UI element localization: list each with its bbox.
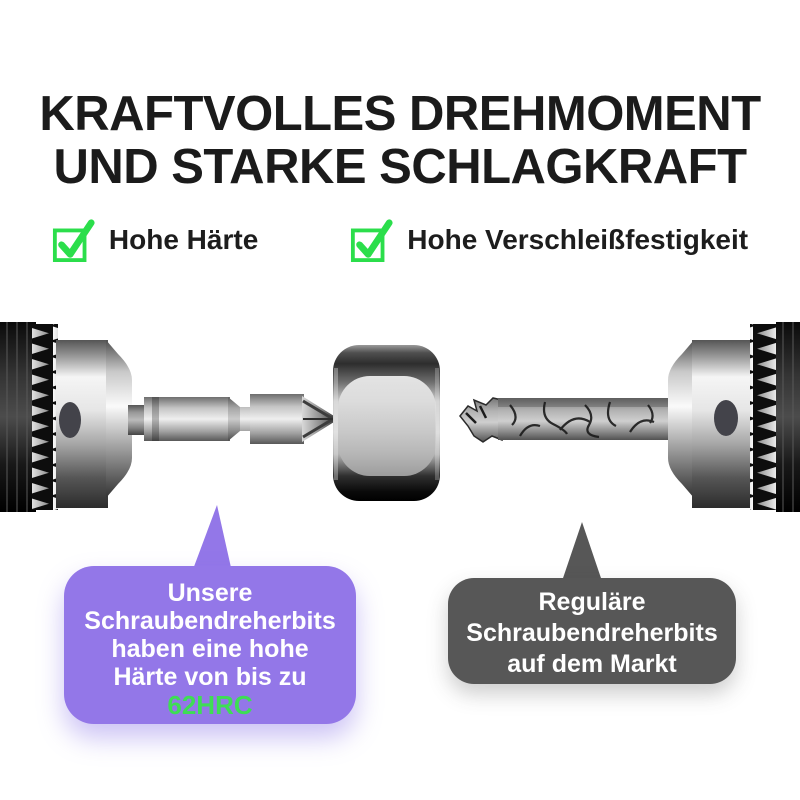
left-drill-chuck bbox=[0, 322, 132, 512]
chuck-gear-teeth bbox=[32, 324, 58, 510]
page-title bbox=[0, 88, 800, 194]
purple-bubble-tail bbox=[192, 505, 232, 572]
broken-tip bbox=[460, 398, 502, 442]
callout-line: haben eine hohe bbox=[111, 635, 309, 663]
green-checkbox-icon bbox=[52, 216, 96, 264]
page-title-line2: UND STARKE SCHLAGKRAFT bbox=[53, 140, 747, 194]
callout-line: auf dem Markt bbox=[507, 650, 677, 678]
hardness-value: 62HRC bbox=[167, 690, 253, 720]
green-checkbox-icon bbox=[350, 216, 394, 264]
callout-line: Reguläre bbox=[538, 588, 646, 616]
nut-front-face bbox=[338, 376, 436, 476]
page-title-line1: KRAFTVOLLES DREHMOMENT bbox=[39, 87, 761, 141]
feature-label: Hohe Verschleißfestigkeit bbox=[407, 224, 749, 255]
bit-head bbox=[250, 394, 304, 444]
gray-bubble-tail bbox=[561, 522, 603, 584]
bit-groove bbox=[152, 397, 159, 441]
chuck-key-hole bbox=[714, 400, 738, 436]
chuck-body bbox=[776, 322, 800, 512]
callout-line: Schraubendreherbits bbox=[84, 607, 336, 635]
chrome-hex-nut bbox=[333, 345, 440, 501]
right-drill-chuck bbox=[668, 322, 800, 512]
new-phillips-bit bbox=[128, 394, 334, 444]
callout-line: Unsere bbox=[167, 579, 253, 607]
chuck-nose-collar bbox=[668, 340, 694, 498]
chuck-key-hole bbox=[59, 402, 81, 438]
callout-line: Schraubendreherbits bbox=[466, 619, 718, 647]
feature-label: Hohe Härte bbox=[108, 224, 259, 255]
feature-list bbox=[0, 216, 800, 264]
feature-hardness bbox=[52, 216, 258, 264]
callout-market-bits bbox=[448, 578, 736, 684]
callout-line: Härte von bis zu bbox=[113, 663, 307, 691]
feature-wear-resistance bbox=[350, 216, 748, 264]
chuck-gear-teeth bbox=[750, 324, 776, 510]
callout-our-bits bbox=[64, 566, 356, 724]
tool-comparison-scene bbox=[0, 310, 800, 585]
cracked-worn-bit bbox=[460, 398, 668, 442]
